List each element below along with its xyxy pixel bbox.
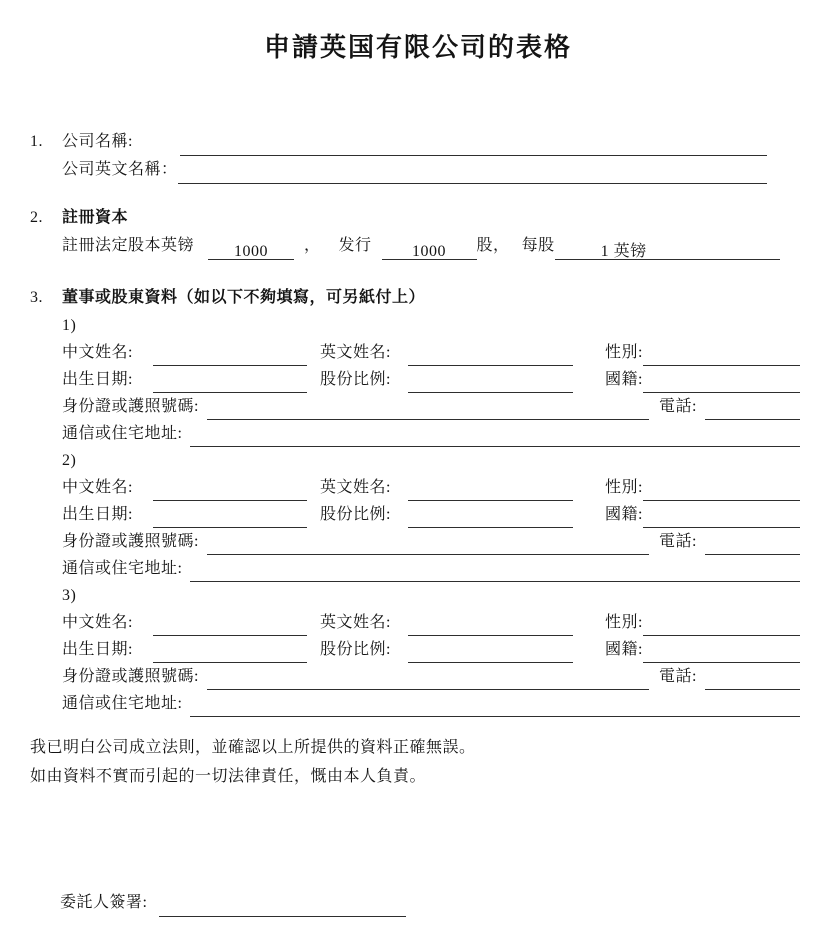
shares-suffix-label: 股， xyxy=(476,237,510,254)
person-index: 2) xyxy=(62,452,77,469)
share-ratio-label: 股份比例: xyxy=(320,371,391,388)
authorized-capital-line[interactable]: 1000 xyxy=(208,238,294,260)
registered-capital-detail-row xyxy=(30,232,780,260)
nationality-line[interactable] xyxy=(643,506,800,528)
person-id-row xyxy=(30,393,800,420)
person-address-row xyxy=(30,420,800,447)
birth-date-line[interactable] xyxy=(153,371,307,393)
share-ratio-label: 股份比例: xyxy=(320,506,391,523)
gender-line[interactable] xyxy=(643,614,800,636)
comma-separator: ， xyxy=(304,237,321,254)
per-share-line[interactable]: 1 英镑 xyxy=(555,238,780,260)
phone-line[interactable] xyxy=(705,533,800,555)
company-english-name-label: 公司英文名稱： xyxy=(62,161,178,178)
birth-date-label: 出生日期: xyxy=(62,641,133,658)
section-directors-shareholders xyxy=(0,284,836,717)
person-block xyxy=(30,582,800,717)
authorized-capital-label: 註冊法定股本英镑 xyxy=(62,237,195,254)
phone-line[interactable] xyxy=(705,668,800,690)
gender-label: 性別: xyxy=(605,479,643,496)
person-index-row xyxy=(30,447,800,474)
per-share-label: 每股 xyxy=(521,237,555,254)
share-ratio-line[interactable] xyxy=(408,506,573,528)
nationality-label: 國籍: xyxy=(605,641,643,658)
chinese-name-label: 中文姓名: xyxy=(62,344,133,361)
company-name-line[interactable] xyxy=(180,134,767,156)
birth-date-line[interactable] xyxy=(153,641,307,663)
address-label: 通信或住宅地址: xyxy=(62,695,183,712)
nationality-label: 國籍: xyxy=(605,506,643,523)
directors-heading-row xyxy=(30,284,800,312)
id-passport-line[interactable] xyxy=(207,398,649,420)
nationality-line[interactable] xyxy=(643,641,800,663)
person-birth-row xyxy=(30,366,800,393)
gender-label: 性別: xyxy=(605,344,643,361)
chinese-name-line[interactable] xyxy=(153,479,307,501)
address-label: 通信或住宅地址: xyxy=(62,425,183,442)
id-passport-line[interactable] xyxy=(207,533,649,555)
directors-heading: 董事或股東資料（如以下不夠填寫，可另紙付上） xyxy=(62,289,426,306)
english-name-label: 英文姓名: xyxy=(320,344,391,361)
address-label: 通信或住宅地址: xyxy=(62,560,183,577)
address-line[interactable] xyxy=(190,425,800,447)
gender-line[interactable] xyxy=(643,344,800,366)
birth-date-label: 出生日期: xyxy=(62,371,133,388)
person-name-row xyxy=(30,474,800,501)
address-line[interactable] xyxy=(190,695,800,717)
gender-label: 性別: xyxy=(605,614,643,631)
section1-number: 1. xyxy=(30,133,43,150)
form-title: 申請英国有限公司的表格 xyxy=(263,33,572,62)
section2-number: 2. xyxy=(30,209,43,226)
signature-row xyxy=(60,889,836,917)
phone-label: 電話: xyxy=(659,533,697,550)
person-id-row xyxy=(30,663,800,690)
declaration-line-2: 如由資料不實而引起的一切法律責任，慨由本人負責。 xyxy=(30,768,427,785)
company-name-row xyxy=(30,128,767,156)
share-ratio-line[interactable] xyxy=(408,371,573,393)
issued-shares-line[interactable]: 1000 xyxy=(382,238,477,260)
person-birth-row xyxy=(30,636,800,663)
nationality-line[interactable] xyxy=(643,371,800,393)
person-id-row xyxy=(30,528,800,555)
id-passport-line[interactable] xyxy=(207,668,649,690)
section-registered-capital xyxy=(0,204,836,260)
id-passport-label: 身份證或護照號碼: xyxy=(62,398,199,415)
person-name-row xyxy=(30,609,800,636)
phone-line[interactable] xyxy=(705,398,800,420)
id-passport-label: 身份證或護照號碼: xyxy=(62,668,199,685)
chinese-name-label: 中文姓名: xyxy=(62,614,133,631)
english-name-line[interactable] xyxy=(408,479,573,501)
person-address-row xyxy=(30,555,800,582)
registered-capital-heading-row xyxy=(30,204,780,232)
person-index-row xyxy=(30,312,800,339)
birth-date-label: 出生日期: xyxy=(62,506,133,523)
section3-number: 3. xyxy=(30,289,43,306)
english-name-line[interactable] xyxy=(408,344,573,366)
share-ratio-label: 股份比例: xyxy=(320,641,391,658)
signature-label: 委託人簽署: xyxy=(60,894,148,911)
company-name-label: 公司名稱: xyxy=(62,133,133,150)
person-address-row xyxy=(30,690,800,717)
declaration-line-1: 我已明白公司成立法則，並確認以上所提供的資料正確無誤。 xyxy=(30,739,476,756)
english-name-line[interactable] xyxy=(408,614,573,636)
share-ratio-line[interactable] xyxy=(408,641,573,663)
company-english-name-line[interactable] xyxy=(178,162,767,184)
issued-shares-label: 发行 xyxy=(338,237,372,254)
chinese-name-line[interactable] xyxy=(153,614,307,636)
company-english-name-row xyxy=(30,156,767,184)
signature-section xyxy=(0,889,836,917)
person-birth-row xyxy=(30,501,800,528)
nationality-label: 國籍: xyxy=(605,371,643,388)
section-company-name xyxy=(0,128,836,184)
english-name-label: 英文姓名: xyxy=(320,479,391,496)
declaration xyxy=(0,733,836,791)
phone-label: 電話: xyxy=(659,398,697,415)
english-name-label: 英文姓名: xyxy=(320,614,391,631)
id-passport-label: 身份證或護照號碼: xyxy=(62,533,199,550)
address-line[interactable] xyxy=(190,560,800,582)
person-block xyxy=(30,312,800,447)
chinese-name-line[interactable] xyxy=(153,344,307,366)
person-index: 3) xyxy=(62,587,77,604)
birth-date-line[interactable] xyxy=(153,506,307,528)
person-block xyxy=(30,447,800,582)
phone-label: 電話: xyxy=(659,668,697,685)
person-name-row xyxy=(30,339,800,366)
person-index: 1) xyxy=(62,317,77,334)
person-index-row xyxy=(30,582,800,609)
gender-line[interactable] xyxy=(643,479,800,501)
chinese-name-label: 中文姓名: xyxy=(62,479,133,496)
signature-line[interactable] xyxy=(159,895,406,917)
registered-capital-heading: 註冊資本 xyxy=(62,209,129,226)
